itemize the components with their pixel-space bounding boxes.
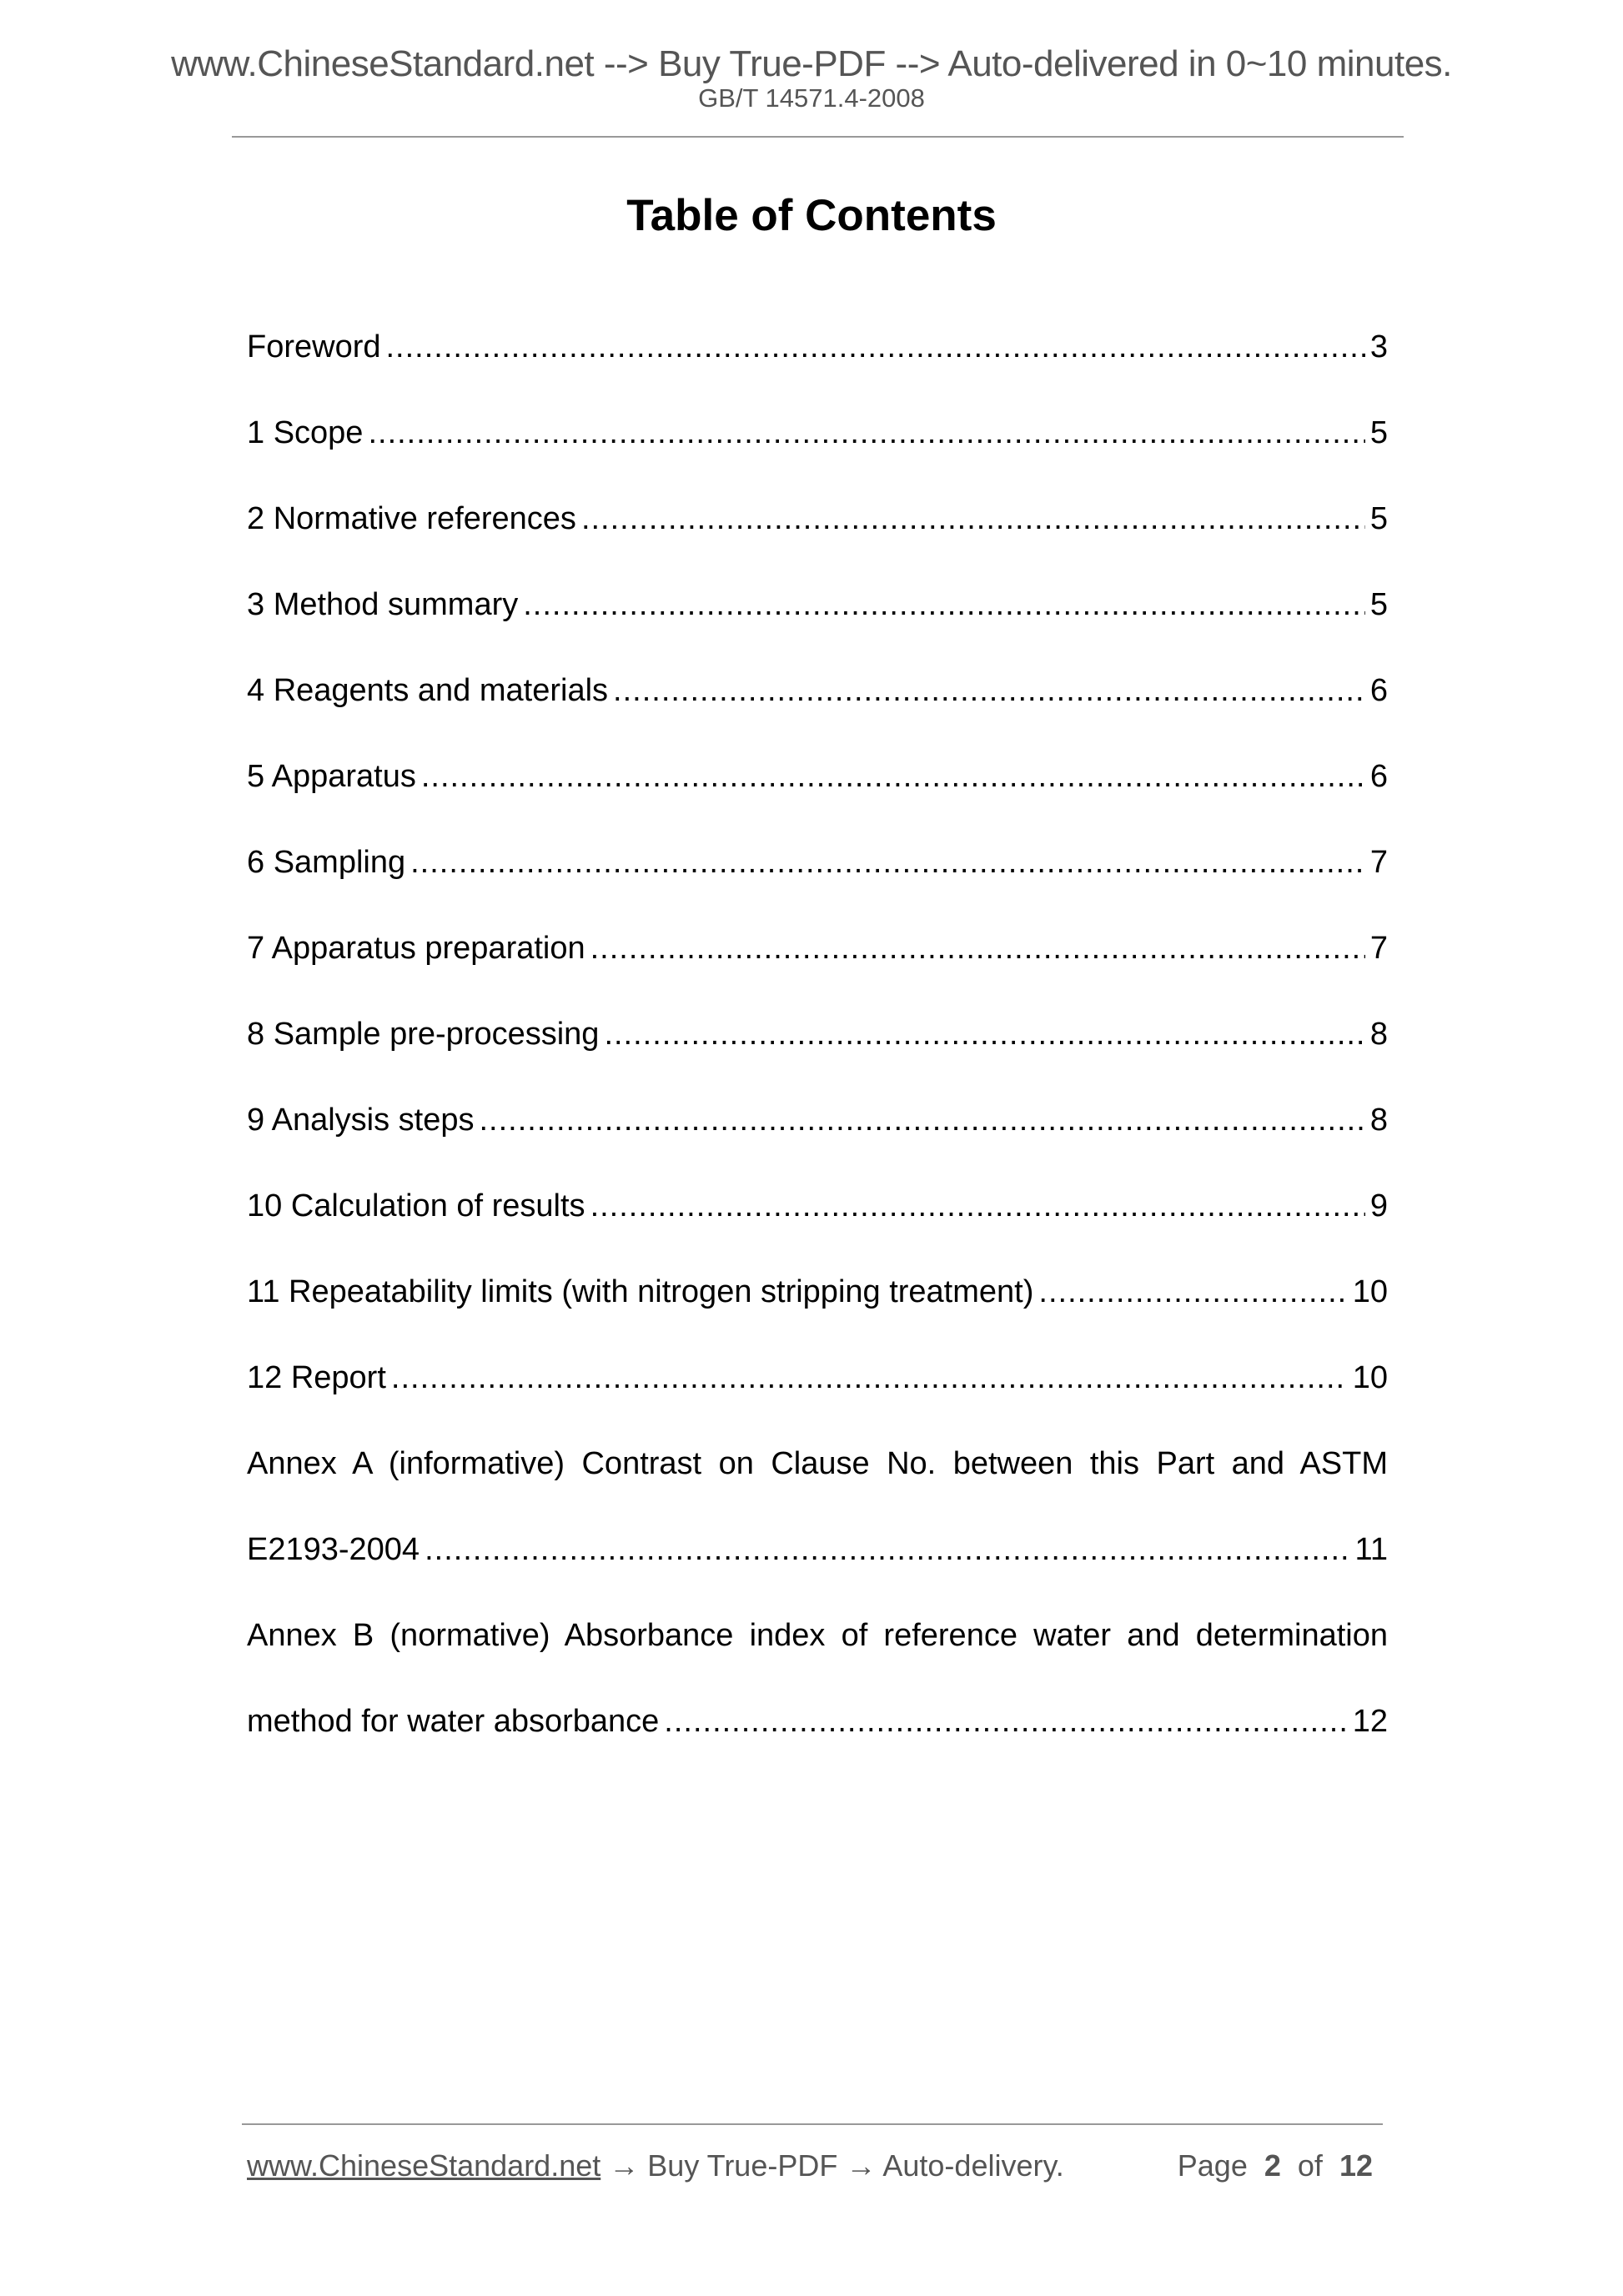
dot-leader	[1038, 1249, 1347, 1335]
toc-entry[interactable]	[247, 648, 1388, 734]
toc-entry-label: E2193-2004	[247, 1532, 420, 1567]
toc-entry-page: 8	[1369, 1103, 1388, 1138]
toc-entry[interactable]	[247, 390, 1388, 476]
dot-leader	[479, 1078, 1364, 1163]
dot-leader	[421, 734, 1365, 820]
toc-entry[interactable]	[247, 1679, 1388, 1765]
dot-leader	[613, 648, 1365, 734]
toc-entry-label: 3 Method summary	[247, 587, 519, 622]
toc-entry[interactable]	[247, 1163, 1388, 1249]
header-banner: www.ChineseStandard.net --> Buy True-PDF --> Auto-delivered in 0~10 minutes.	[171, 43, 1452, 84]
toc-entry-label: 9 Analysis steps	[247, 1103, 475, 1138]
toc-entry-page: 5	[1369, 415, 1388, 450]
dot-leader	[391, 1335, 1348, 1421]
footer-left	[247, 2148, 1064, 2183]
page-indicator	[1178, 2148, 1381, 2183]
toc-entry-label: 10 Calculation of results	[247, 1188, 585, 1223]
toc-entry-page: 7	[1369, 931, 1388, 966]
toc-entry[interactable]	[247, 906, 1388, 992]
toc-entry-label: 4 Reagents and materials	[247, 673, 609, 708]
toc-entry[interactable]	[247, 304, 1388, 390]
toc-entry-page: 7	[1369, 845, 1388, 880]
dot-leader	[386, 304, 1365, 390]
footer-delivery-text: Auto-delivery.	[882, 2148, 1064, 2183]
toc-entry-page: 10	[1352, 1360, 1388, 1395]
toc-entry-page: 8	[1369, 1017, 1388, 1052]
toc-entry-label: 5 Apparatus	[247, 759, 416, 794]
toc-entry[interactable]	[247, 1335, 1388, 1421]
dot-leader	[410, 820, 1365, 906]
toc-entry[interactable]	[247, 1249, 1388, 1335]
page-title: Table of Contents	[626, 191, 997, 240]
toc-entry-page: 6	[1369, 759, 1388, 794]
toc-entry-page: 12	[1352, 1704, 1388, 1739]
toc-entry[interactable]	[247, 820, 1388, 906]
arrow-icon: →	[609, 2148, 640, 2183]
toc-entry-line1[interactable]: Annex B (normative) Absorbance index of reference water and determination	[247, 1618, 1388, 1653]
dot-leader	[581, 476, 1365, 562]
toc-entry-line1[interactable]: Annex A (informative) Contrast on Clause No. between this Part and ASTM	[247, 1446, 1388, 1481]
toc-entry-page: 10	[1352, 1274, 1388, 1309]
dot-leader	[590, 1163, 1365, 1249]
arrow-icon: →	[846, 2148, 877, 2183]
toc-entry-label: method for water absorbance	[247, 1704, 660, 1739]
toc-entry[interactable]	[247, 1078, 1388, 1163]
footer-website-link[interactable]: www.ChineseStandard.net	[247, 2148, 601, 2183]
of-word: of	[1297, 2148, 1323, 2183]
dot-leader	[664, 1679, 1347, 1765]
dot-leader	[523, 562, 1365, 648]
toc-entry-page: 11	[1354, 1532, 1388, 1567]
toc-entry-label: 11 Repeatability limits (with nitrogen stripping treatment)	[247, 1274, 1034, 1309]
footer	[247, 2148, 1381, 2183]
standard-code: GB/T 14571.4-2008	[698, 83, 925, 113]
page-current: 2	[1264, 2148, 1281, 2183]
toc-entry-label: 7 Apparatus preparation	[247, 931, 585, 966]
toc-entry-label: 8 Sample pre-processing	[247, 1017, 600, 1052]
toc-entry-label: 1 Scope	[247, 415, 364, 450]
toc-entry-label: 2 Normative references	[247, 501, 576, 536]
dot-leader	[590, 906, 1365, 992]
toc-entry-page: 6	[1369, 673, 1388, 708]
footer-buy-text: Buy True-PDF	[647, 2148, 838, 2183]
toc-entry[interactable]	[247, 734, 1388, 820]
toc-entry[interactable]	[247, 992, 1388, 1078]
toc-entry-page: 9	[1369, 1188, 1388, 1223]
toc-entry-label: Foreword	[247, 329, 381, 364]
dot-leader	[604, 992, 1364, 1078]
toc-entry-page: 5	[1369, 501, 1388, 536]
dot-leader	[425, 1507, 1349, 1593]
page-total: 12	[1339, 2148, 1373, 2183]
toc-entry[interactable]	[247, 1507, 1388, 1593]
toc-entry[interactable]	[247, 476, 1388, 562]
footer-divider	[242, 2123, 1383, 2125]
header-divider	[232, 136, 1404, 138]
toc-entry-page: 3	[1369, 329, 1388, 364]
toc-entry-label: 12 Report	[247, 1360, 386, 1395]
table-of-contents	[247, 304, 1388, 1765]
toc-entry[interactable]	[247, 562, 1388, 648]
page-word: Page	[1177, 2148, 1248, 2183]
toc-entry-page: 5	[1369, 587, 1388, 622]
toc-entry-label: 6 Sampling	[247, 845, 406, 880]
dot-leader	[368, 390, 1364, 476]
